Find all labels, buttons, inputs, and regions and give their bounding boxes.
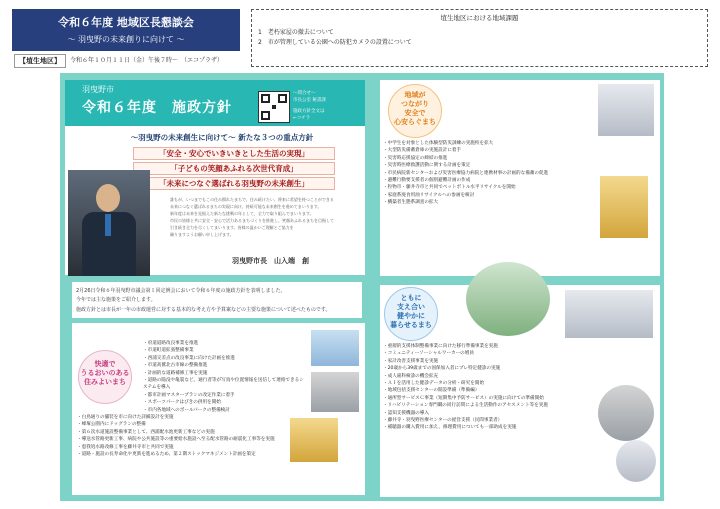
priority-3: 「未来につなぐ選ばれる羽曳野の未来創生」 xyxy=(133,177,335,190)
safe-list: ・中学生を対象とした体験型防災訓練の実施校を拡大 ・大型防災備蓄倉庫の実施設計に着手 ・災害時応援協定の締結の推進 ・災害時医療救護活動に関する計画を策定 ・市民病院新センターおよび災害医療協力病院と連携材事の計画的な備蓄の促進 ・避難行動要支援者の個別避難計画の作成 ・粒物市・藤井寺市と共同でペットボトル水平リサイクルを開始 ・家庭系廃食用油リサイクルへの参画を検討 ・構築者生態系調査の拡大 xyxy=(383,141,549,206)
intro-line: 2月26日令和６年羽曳野市議会第１回定例会において令和６年度の施政方針を表明しました。 xyxy=(76,288,286,294)
page-title: 令和６年度 地域区長懇談会 xyxy=(58,16,194,29)
speech-line: 賜りますようお願い申し上げます。 xyxy=(170,232,234,237)
bridge-photo xyxy=(311,372,359,412)
speech-line: 未来につなぐ選ばれるまちの実現に向け、持続可能な未来創生を進めてまいります。 xyxy=(170,204,322,209)
speech-line: 市民の皆様と共に安全・安心で活力あるまちづくりを推進し、笑顔あふれるまちを目指して xyxy=(170,218,334,223)
mayor-photo xyxy=(68,170,150,276)
health-list: ・重層的支援体制整備事業に向けた移行準備事業を実施 ・コミュニティーソーシャルワーカーの増員 ・家計改善支援事業を実施 ・20歳から39歳までの国保加入者にプレ特定健診の実施 ・成人歯科検診の機会拡充 ・ＡＩを活用した健診データの分析・研究を開始 ・地域包括支援センターの開設準備（準備編） ・通所型サービスＣ事業（短期集中予防サービス）の実施に向けての準備開始 ・リハビリテーション専門職の同行訪問による生活動作のアセスメント等を実施 ・認知支援機器の導入 ・藤井寺・羽曳野医療センターの経営支援（民間事業者） ・補聴器の購入費用に加え、修理費用についても一部助成を実施 xyxy=(383,344,548,431)
qr-code[interactable] xyxy=(258,91,290,123)
town-list-cont: ・白鳥通りの舗装を市に向けた詳細設計を実施 ・峰塚公園内にドッグランの整備 ・第６次水道施設整備事業として、西浦配水池更新工事などの実施 ・導送水管路更新工事、病院や公共施設等の重要給水施設へ至る配水管路の耐震化工事等を実施 ・恵我処水路改修工事を藤井寺市と共同で実施 ・道路・施設の長寿命化や更新を進めるため、第２期ストックマネジメント計画を策定 xyxy=(77,415,275,458)
city-name: 羽曳野市 xyxy=(82,85,114,94)
speech-line: 新年度は未来を見据えた新たな挑戦の年として、全力で取り組んでまいります。 xyxy=(170,211,314,216)
area-badge: 【埴生地区】 xyxy=(14,54,66,68)
agreement-photo xyxy=(598,84,654,136)
priority-2: 「子どもの笑顔あふれる次世代育成」 xyxy=(133,162,335,175)
community-photo xyxy=(466,262,550,336)
town-circle: 快適で うるおいのある 住みよいまち xyxy=(78,350,132,404)
meeting-info: 令和６年１０月１１日（金）午後７時～ （エコプラザ） xyxy=(70,57,224,64)
road-photo xyxy=(311,330,359,366)
disaster-drill-photo xyxy=(600,176,648,238)
policy-slogan: ～羽曳野の未来創生に向けて～ 新たな３つの重点方針 xyxy=(130,133,314,142)
issue-item: 2 市が管理している公園への防犯カメラの設置について xyxy=(258,39,412,46)
safe-circle: 地域が つながり 安全で 心安らぐまち xyxy=(388,84,442,138)
dogrun-photo xyxy=(290,418,338,462)
regional-issues-title: 埴生地区における地域課題 xyxy=(440,14,519,22)
intro-line: 今年では主な施策をご紹介します。 xyxy=(76,297,156,303)
speech-line: 誰もが、いつまでもこの住み慣れたまちで、住み続けたい、将来に希望を持つことができる xyxy=(170,197,334,202)
intro-line: 施政方針とは市長が一年の市政運営に対する基本的な考え方や予算案などの主要な施策について述べたものです。 xyxy=(76,307,331,313)
town-list: ・府道道路改良事業を推進 ・市道町道拡張整備事業 ・西浦交差点の改良事業に向けた計画を推進 ・市道高鷲北古市線の整備推進 ・計画的な道路補修工事を実施 ・道路の陥没や亀裂など、通行者等が写真や位置情報を送信して連絡できるシステムを導入 ・都市計画マスタープランの改定作業に着手 ・スポーツパークはびきの供用を開始 ・市内各地域へのボールパークの整備検討 xyxy=(143,341,304,413)
qr-note: 施政方針全文は xyxy=(293,109,325,114)
hearing-aid-photo xyxy=(598,385,654,441)
qr-note: ←コチラ xyxy=(293,116,311,121)
priority-1: 「安全・安心でいきいきとした生活の実現」 xyxy=(133,147,335,160)
issue-item: 1 老朽家屋の撤去について xyxy=(258,29,334,36)
mayor-signature: 羽曳野市長 山入端 創 xyxy=(232,257,309,265)
intro-box xyxy=(72,282,362,318)
speech-line: 引き続き全力を尽くしてまいります。皆様の温かいご理解とご協力を xyxy=(170,225,294,230)
qr-note: ～問合せ～ xyxy=(293,91,316,96)
signing-photo xyxy=(565,290,653,338)
regional-issues-box xyxy=(251,9,708,67)
page-subtitle: ～ 羽曳野の未来創りに向けて ～ xyxy=(67,35,185,44)
policy-title: 令和６年度 施政方針 xyxy=(82,100,232,116)
header-banner xyxy=(12,9,240,51)
health-circle: ともに 支え合い 健やかに 暮らせるまち xyxy=(384,287,438,341)
qr-note: 市長公室 秘書課 xyxy=(293,98,326,103)
ear-photo xyxy=(616,440,656,482)
